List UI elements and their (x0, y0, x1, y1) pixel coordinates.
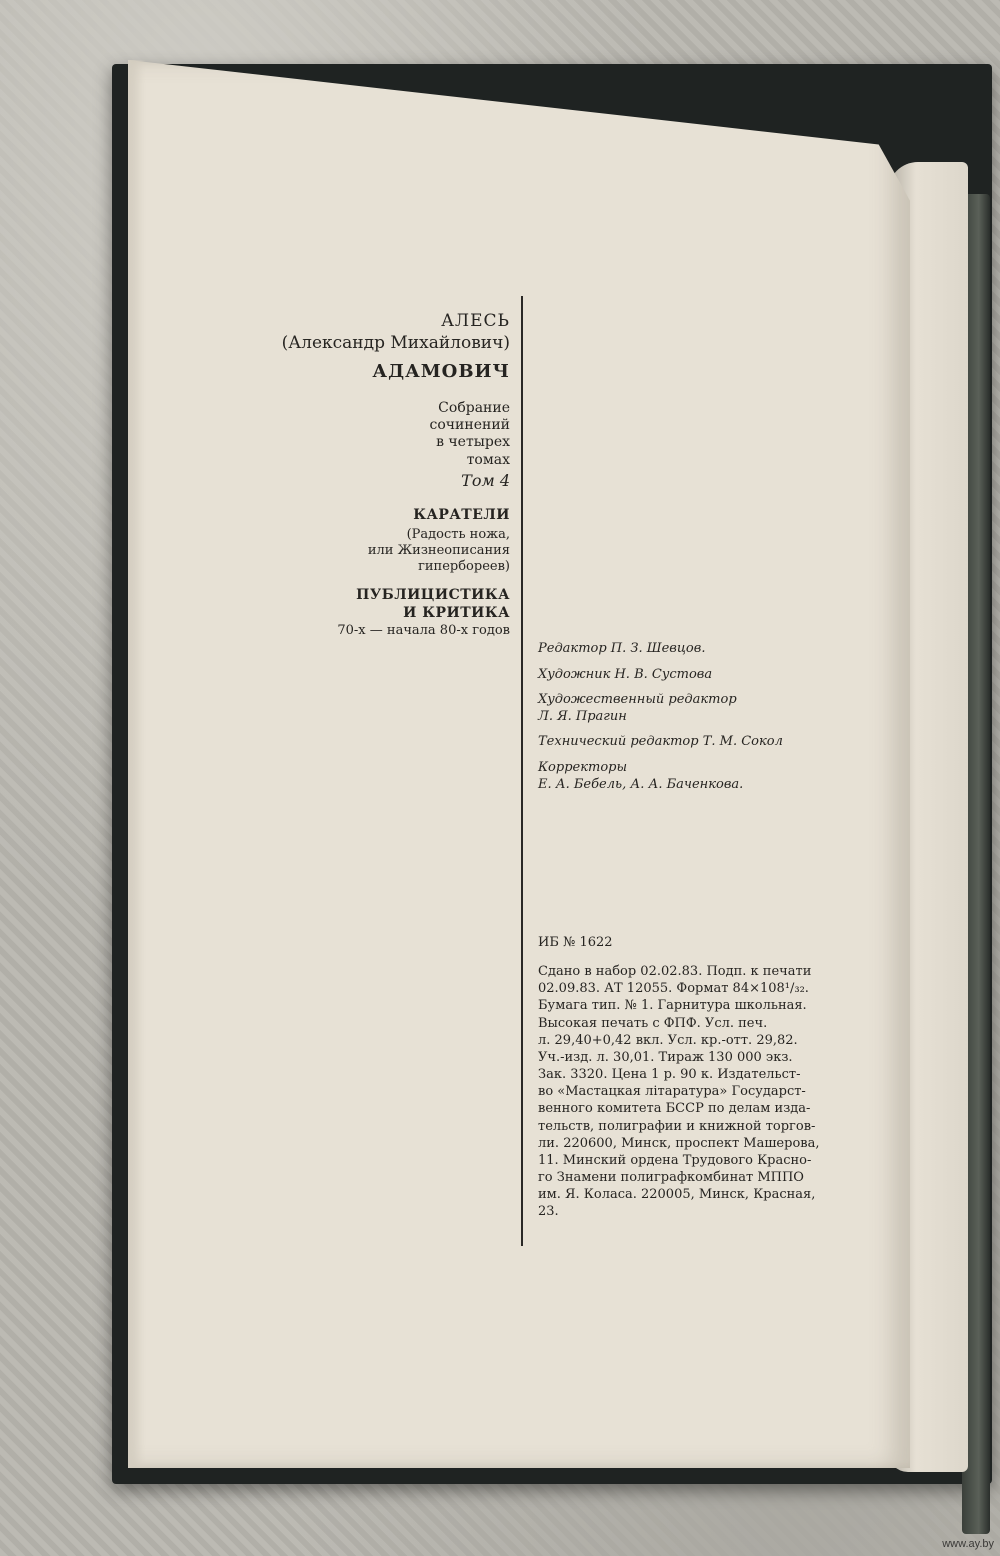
credit-line: Художник Н. В. Сустова (538, 667, 713, 682)
imprint-block (538, 934, 819, 1221)
credit-line: Корректоры (538, 760, 628, 775)
imprint-line: Высокая печать с ФПФ. Усл. печ. (538, 1015, 768, 1031)
credit-tech-editor (538, 734, 783, 751)
collection-line: томах (466, 451, 510, 468)
imprint-line: им. Я. Коласа. 220005, Минск, Красная, (538, 1187, 816, 1203)
imprint-line: Бумага тип. № 1. Гарнитура школьная. (538, 998, 807, 1014)
work-subtitle (214, 527, 510, 575)
imprint-line: го Знамени полиграфкомбинат МППО (538, 1170, 804, 1186)
collection-description (214, 400, 510, 469)
page-gutter-shadow (128, 60, 146, 1468)
collection-line: сочинений (429, 417, 510, 434)
imprint-line: л. 29,40+0,42 вкл. Усл. кр.-отт. 29,82. (538, 1032, 798, 1048)
imprint-ib-number: ИБ № 1622 (538, 935, 613, 950)
imprint-line: 02.09.83. АТ 12055. Формат 84×108¹/₃₂. (538, 981, 809, 997)
collection-line: Собрание (438, 400, 510, 416)
collection-line: в четырех (436, 434, 510, 451)
section-years: 70-х — начала 80-х годов (337, 623, 510, 638)
credit-line: Художественный редактор (538, 692, 737, 707)
author-full-name: (Александр Михайлович) (281, 333, 510, 353)
imprint-line: 23. (538, 1204, 559, 1220)
credit-art-editor (538, 692, 737, 726)
imprint-line: венного комитета БССР по делам изда- (538, 1101, 811, 1117)
credit-editor (538, 641, 705, 658)
credit-line: Е. А. Бебель, А. А. Баченкова. (538, 776, 744, 792)
credit-artist (538, 667, 712, 684)
volume-number: Том 4 (461, 471, 510, 490)
credit-proofreaders (538, 760, 743, 794)
work-subtitle-line: гипербореев) (418, 558, 510, 574)
imprint-line: Уч.-изд. л. 30,01. Тираж 130 000 экз. (538, 1049, 793, 1065)
section-title-line: И КРИТИКА (403, 605, 510, 622)
imprint-line: Сдано в набор 02.02.83. Подп. к печати (538, 964, 812, 980)
imprint-line: ли. 220600, Минск, проспект Машерова, (538, 1135, 820, 1151)
author-surname: АДАМОВИЧ (372, 361, 510, 382)
credit-line: Редактор П. З. Шевцов. (538, 641, 706, 656)
imprint-line: во «Мастацкая літаратура» Государст- (538, 1084, 806, 1100)
imprint-line: Зак. 3320. Цена 1 р. 90 к. Издательст- (538, 1067, 801, 1083)
credit-line: Технический редактор Т. М. Сокол (538, 734, 783, 749)
section-title-line: ПУБЛИЦИСТИКА (356, 587, 510, 603)
work-title: КАРАТЕЛИ (413, 507, 510, 523)
watermark: www.ay.by (942, 1538, 994, 1550)
work-subtitle-line: или Жизнеописания (367, 542, 510, 558)
section-title (214, 586, 510, 622)
credit-line: Л. Я. Прагин (538, 708, 627, 724)
author-first-name: АЛЕСЬ (441, 311, 510, 331)
imprint-line: 11. Минский ордена Трудового Красно- (538, 1152, 812, 1168)
vertical-rule (521, 296, 523, 1246)
work-subtitle-line: (Радость ножа, (406, 527, 510, 542)
book-page (128, 60, 910, 1468)
imprint-line: тельств, полиграфии и книжной торгов- (538, 1118, 816, 1134)
